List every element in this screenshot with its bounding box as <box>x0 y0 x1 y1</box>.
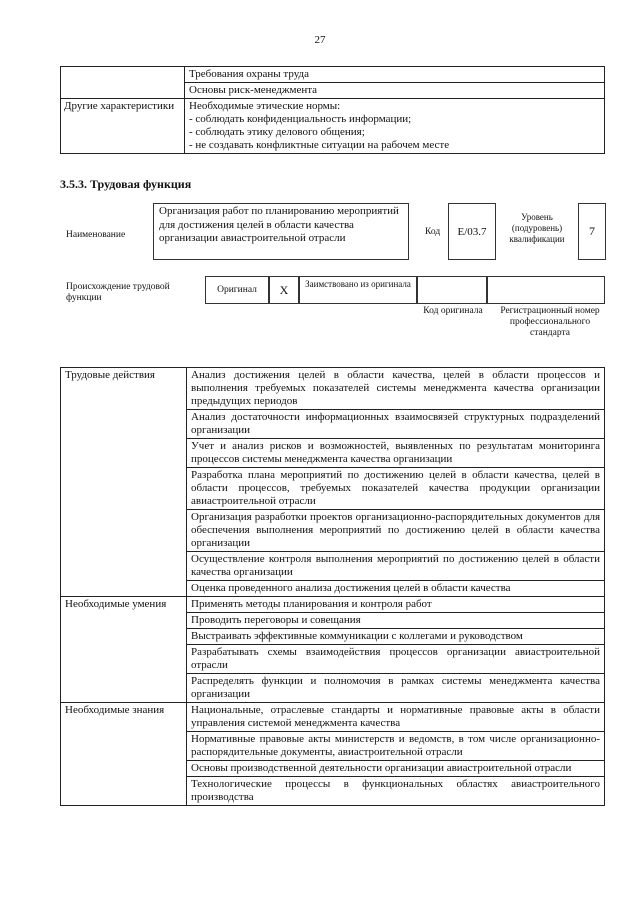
row-value: Основы риск-менеджмента <box>185 83 605 99</box>
table-row <box>61 368 605 410</box>
table-row <box>61 645 605 674</box>
list-item: Нормативные правовые акты министерств и ведомств, в том числе организационно-распорядительные документы, авиастроительной отрасли <box>187 732 605 761</box>
borrowed-label: Заимствовано из оригинала <box>299 276 417 304</box>
row-label: Другие характеристики <box>61 99 185 154</box>
origin-row <box>205 276 605 304</box>
table-row <box>61 410 605 439</box>
code-box: E/03.7 <box>448 203 496 260</box>
row-label <box>61 83 185 99</box>
row-label <box>61 67 185 83</box>
table-row <box>61 629 605 645</box>
main-table <box>60 367 605 806</box>
table-row <box>61 674 605 703</box>
group-label: Необходимые умения <box>61 597 187 613</box>
table-row <box>61 83 605 99</box>
table-row <box>61 67 605 83</box>
list-item: Анализ достаточности информационных взаимосвязей структурных подразделений организации <box>187 410 605 439</box>
row-value: Требования охраны труда <box>185 67 605 83</box>
reg-caption: Регистрационный номер профессионального стандарта <box>500 306 600 338</box>
code-caption: Код оригинала <box>423 306 483 316</box>
original-label: Оригинал <box>205 276 269 304</box>
list-item: Оценка проведенного анализа достижения целей в области качества <box>187 581 605 597</box>
list-item: Организация разработки проектов организационно-распорядительных документов для обеспечения выполнения мероприятий по достижению целей в области качества организации <box>187 510 605 552</box>
table-row <box>61 510 605 552</box>
table-row <box>61 732 605 761</box>
level-box: 7 <box>578 203 606 260</box>
list-item: Основы производственной деятельности организации авиастроительной отрасли <box>187 761 605 777</box>
original-mark: X <box>269 276 299 304</box>
table-row <box>61 439 605 468</box>
list-item: Технологические процессы в функциональных областях авиастроительного производства <box>187 777 605 806</box>
group-label: Необходимые знания <box>61 703 187 732</box>
table-row <box>61 761 605 777</box>
top-table <box>60 66 605 154</box>
table-row <box>61 597 605 613</box>
group-label: Трудовые действия <box>61 368 187 410</box>
table-row <box>61 552 605 581</box>
table-row <box>61 703 605 732</box>
list-item: Учет и анализ рисков и возможностей, выявленных по результатам мониторинга процессов системы менеджмента качества организации <box>187 439 605 468</box>
table-row <box>61 468 605 510</box>
function-name-box: Организация работ по планированию мероприятий для достижения целей в области качества организации авиастроительной отрасли <box>153 203 409 260</box>
section-title: 3.5.3. Трудовая функция <box>60 177 192 191</box>
table-row <box>61 777 605 806</box>
table-row <box>61 99 605 154</box>
list-item: Национальные, отраслевые стандарты и нормативные правовые акты в области управления системой менеджмента качества <box>187 703 605 732</box>
reg-number-cell <box>487 276 605 304</box>
level-label: Уровень (подуровень) квалификации <box>509 212 565 244</box>
row-value: Необходимые этические нормы: - соблюдать конфиденциальность информации; - соблюдать этику делового общения; - не создавать конфликтные ситуации на рабочем месте <box>185 99 605 154</box>
name-label: Наименование <box>66 230 126 240</box>
table-row <box>61 613 605 629</box>
list-item: Анализ достижения целей в области качества, целей в области процессов и выполнения требуемых показателей системы менеджмента качества организации предыдущих периодов <box>187 368 605 410</box>
table-row <box>61 581 605 597</box>
list-item: Применять методы планирования и контроля работ <box>187 597 605 613</box>
page-number: 27 <box>314 34 326 46</box>
list-item: Проводить переговоры и совещания <box>187 613 605 629</box>
list-item: Разработка плана мероприятий по достижению целей в области качества, целей в области процессов, требуемых показателей качества продукции организации авиастроительной отрасли <box>187 468 605 510</box>
original-code-cell <box>417 276 487 304</box>
list-item: Выстраивать эффективные коммуникации с коллегами и руководством <box>187 629 605 645</box>
list-item: Распределять функции и полномочия в рамках системы менеджмента качества организации <box>187 674 605 703</box>
origin-label: Происхождение трудовой функции <box>66 282 170 303</box>
list-item: Разрабатывать схемы взаимодействия процессов организации авиастроительной отрасли <box>187 645 605 674</box>
code-label: Код <box>425 227 441 237</box>
list-item: Осуществление контроля выполнения мероприятий по достижению целей в области качества организации <box>187 552 605 581</box>
